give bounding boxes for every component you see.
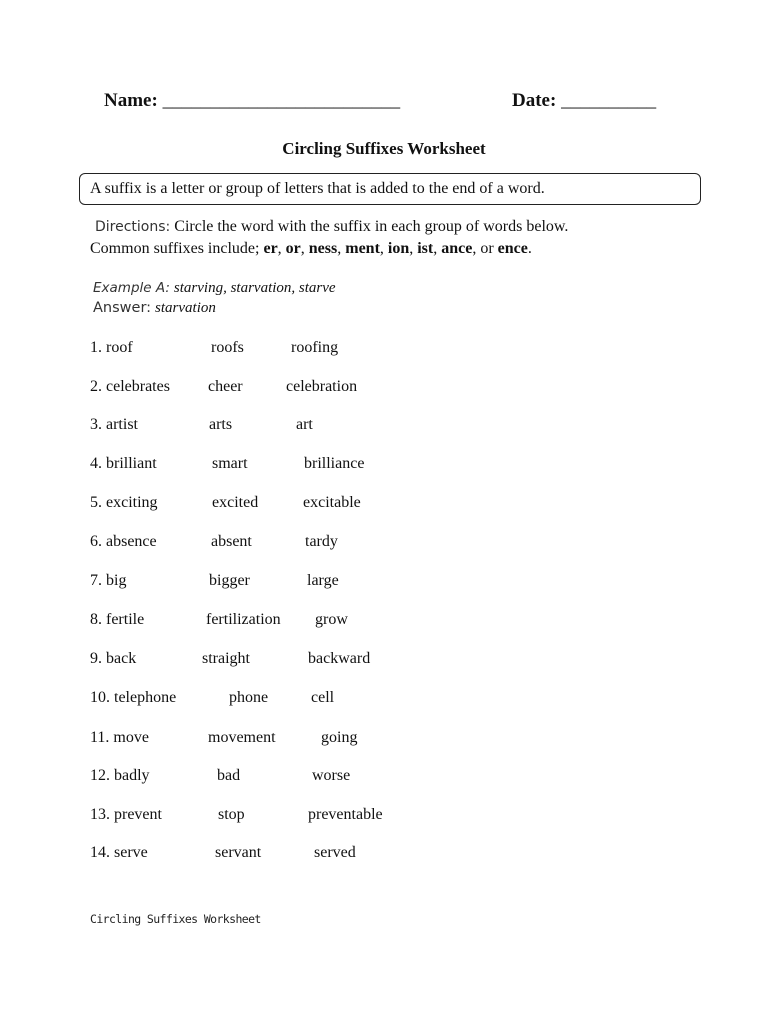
example-line [93, 279, 336, 297]
item-word-3[interactable]: worse [312, 767, 351, 784]
item-word-2[interactable]: bad [217, 767, 241, 784]
name-label: Name: [104, 90, 158, 111]
list-item [0, 455, 768, 475]
item-word-3[interactable]: celebration [286, 378, 358, 395]
item-word-1[interactable]: 7. big [90, 572, 127, 589]
item-word-2[interactable]: movement [208, 729, 276, 746]
date-label: Date: [512, 90, 557, 111]
answer-word: starvation [155, 300, 216, 316]
item-word-1[interactable]: 13. prevent [90, 806, 162, 823]
item-word-1[interactable]: 11. move [90, 729, 149, 746]
list-item [0, 689, 768, 709]
item-word-3[interactable]: grow [315, 611, 348, 628]
directions-line-1 [95, 218, 568, 236]
item-word-2[interactable]: bigger [209, 572, 250, 589]
item-word-1[interactable]: 2. celebrates [90, 378, 170, 395]
item-word-1[interactable]: 8. fertile [90, 611, 145, 628]
item-word-2[interactable]: roofs [211, 339, 244, 356]
name-field [104, 90, 400, 112]
suffix-ence: ence [497, 240, 528, 257]
item-word-3[interactable]: served [314, 844, 356, 861]
suffix-ment: ment [345, 240, 380, 257]
list-item [0, 339, 768, 359]
item-word-1[interactable]: 6. absence [90, 533, 157, 550]
item-word-2[interactable]: arts [209, 416, 233, 433]
list-item [0, 806, 768, 826]
item-word-3[interactable]: roofing [291, 339, 339, 356]
item-word-2[interactable]: absent [211, 533, 252, 550]
item-word-1[interactable]: 9. back [90, 650, 137, 667]
suffix-ance: ance [441, 240, 473, 257]
item-word-2[interactable]: excited [212, 494, 259, 511]
list-item [0, 611, 768, 631]
directions-label: Directions: [95, 219, 171, 235]
item-word-3[interactable]: going [321, 729, 358, 746]
item-word-3[interactable]: large [307, 572, 339, 589]
list-item [0, 494, 768, 514]
item-word-3[interactable]: art [296, 416, 313, 433]
example-label: Example A: [93, 280, 170, 296]
item-word-1[interactable]: 14. serve [90, 844, 148, 861]
suffix-er: er [263, 240, 278, 257]
item-word-1[interactable]: 1. roof [90, 339, 133, 356]
suffix-or: or [285, 240, 301, 257]
definition-box [79, 173, 701, 205]
item-word-1[interactable]: 12. badly [90, 767, 150, 784]
date-field [512, 90, 656, 112]
item-word-2[interactable]: stop [218, 806, 245, 823]
suffix-ness: ness [308, 240, 338, 257]
list-item [0, 729, 768, 749]
item-word-1[interactable]: 4. brilliant [90, 455, 157, 472]
date-blank: __________ [561, 90, 657, 111]
answer-label: Answer: [93, 300, 152, 316]
name-blank: _________________________ [162, 90, 401, 111]
item-word-2[interactable]: straight [202, 650, 250, 667]
item-word-3[interactable]: excitable [303, 494, 361, 511]
directions-line-2: Common suffixes include; er, or, ness, ment, ion, ist, ance, or ence. [90, 240, 532, 257]
definition-text: A suffix is a letter or group of letters that is added to the end of a word. [90, 180, 545, 197]
footer-text: Circling Suffixes Worksheet [90, 912, 261, 926]
item-word-2[interactable]: servant [215, 844, 262, 861]
list-item [0, 572, 768, 592]
item-word-1[interactable]: 3. artist [90, 416, 138, 433]
list-item [0, 767, 768, 787]
item-word-2[interactable]: smart [212, 455, 248, 472]
answer-line [93, 299, 216, 317]
item-word-3[interactable]: tardy [305, 533, 338, 550]
item-word-3[interactable]: backward [308, 650, 371, 667]
suffix-intro: Common suffixes include; [90, 240, 260, 257]
list-item [0, 378, 768, 398]
suffix-ist: ist [417, 240, 434, 257]
list-item [0, 416, 768, 436]
example-words: starving, starvation, starve [173, 280, 336, 296]
list-item [0, 533, 768, 553]
item-word-3[interactable]: preventable [308, 806, 383, 823]
item-word-3[interactable]: cell [311, 689, 335, 706]
list-item [0, 650, 768, 670]
item-word-1[interactable]: 5. exciting [90, 494, 158, 511]
item-word-2[interactable]: fertilization [206, 611, 281, 628]
item-word-1[interactable]: 10. telephone [90, 689, 177, 706]
or-word: or [480, 240, 494, 257]
directions-text: Circle the word with the suffix in each group of words below. [174, 218, 569, 235]
item-word-3[interactable]: brilliance [304, 455, 365, 472]
item-word-2[interactable]: cheer [208, 378, 243, 395]
list-item [0, 844, 768, 864]
suffix-ion: ion [387, 240, 410, 257]
page-title: Circling Suffixes Worksheet [282, 139, 486, 158]
item-word-2[interactable]: phone [229, 689, 269, 706]
